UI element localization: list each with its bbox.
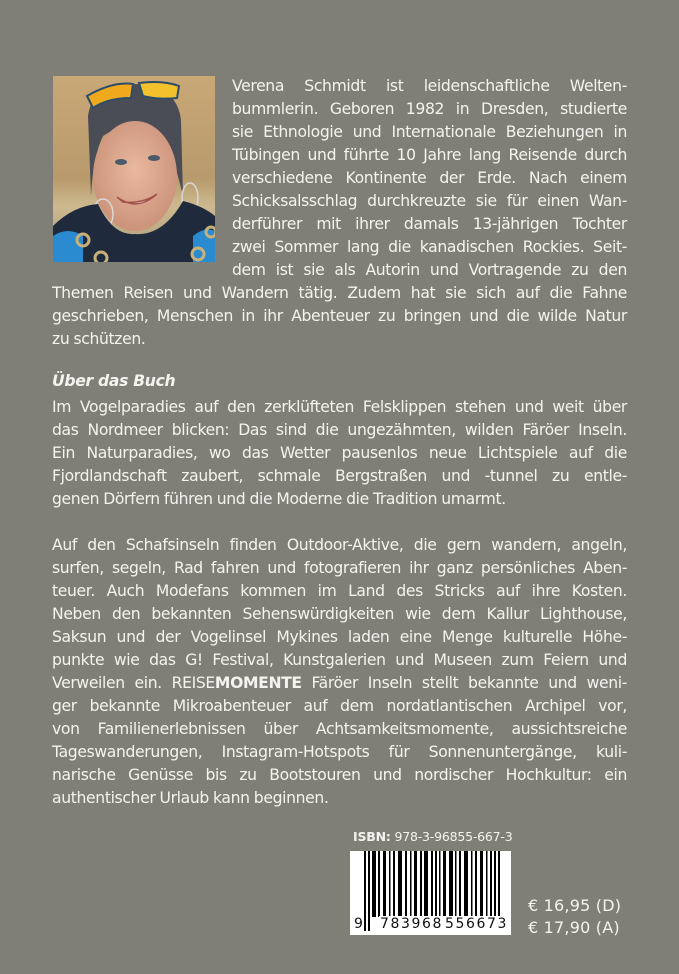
bio-line: Tübingen und führte 10 Jahre lang Reisende durch: [232, 146, 627, 164]
bio-line: Themen Reisen und Wandern tätig. Zudem hat sie sich auf die Fahne: [52, 284, 627, 302]
isbn-prefix: ISBN:: [353, 829, 391, 844]
brand-reise: REISE: [171, 674, 215, 692]
about-line: teuer. Auch Modefans kommen im Land des Stricks auf ihre Kosten.: [52, 582, 627, 600]
about-line: Neben den bekannten Sehenswürdigkeiten wie dem Kallur Lighthouse,: [52, 605, 627, 623]
about-line: Im Vogelparadies auf den zerklüfteten Felsklippen stehen und weit über: [52, 398, 627, 416]
about-line: genen Dörfern führen und die Moderne die Tradition umarmt.: [52, 490, 506, 508]
bio-line: bummlerin. Geboren 1982 in Dresden, studierte: [232, 100, 627, 118]
isbn-value: 978-3-96855-667-3: [394, 829, 513, 844]
brand-line-after: Färöer Inseln stellt bekannte und weni-: [301, 674, 628, 692]
bio-line: zwei Sommer lang die kanadischen Rockies. Seit-: [232, 238, 627, 256]
barcode-digit-first: 9: [354, 916, 363, 932]
about-brand-line: [52, 672, 627, 695]
author-photo: [53, 76, 215, 262]
bio-line: Schicksalsschlag durchkreuzte sie für einen Wan-: [232, 192, 627, 210]
isbn-barcode: [350, 851, 511, 935]
about-book-heading: Über das Buch: [52, 372, 176, 390]
bio-line: sie Ethnologie und Internationale Beziehungen in: [232, 123, 627, 141]
about-line: Tageswanderungen, Instagram-Hotspots für Sonnenuntergänge, kuli-: [52, 743, 627, 761]
about-line: punkte wie das G! Festival, Kunstgalerien und Museen zum Feiern und: [52, 651, 627, 669]
price-germany: € 16,95 (D): [528, 896, 622, 915]
barcode-digits-right: 556673: [445, 916, 509, 932]
about-line: Auf den Schafsinseln finden Outdoor-Aktive, die gern wandern, angeln,: [52, 536, 627, 554]
bio-line: dem ist sie als Autorin und Vortragende zu den: [232, 261, 627, 279]
about-line: Ein Naturparadies, wo das Wetter pausenlos neue Lichtspiele auf die: [52, 444, 627, 462]
isbn-label: [353, 829, 512, 844]
barcode-digits-left: 783968: [380, 916, 444, 932]
brand-line-before: Verweilen ein.: [52, 674, 172, 692]
about-line: surfen, segeln, Rad fahren und fotografieren ihr ganz persönliches Aben-: [52, 559, 627, 577]
brand-momente: MOMENTE: [214, 674, 302, 692]
bio-line: derführer mit ihrer damals 13-jährigen Tochter: [232, 215, 627, 233]
bio-line: zu schützen.: [52, 330, 146, 348]
author-portrait-icon: [53, 76, 215, 262]
barcode-digits: [350, 916, 511, 934]
about-line: das Nordmeer blicken: Das sind die ungezähmten, wilden Färöer Inseln.: [52, 421, 627, 439]
price-austria: € 17,90 (A): [528, 918, 620, 937]
bio-line: geschrieben, Menschen in ihr Abenteuer zu bringen und die wilde Natur: [52, 307, 627, 325]
about-line: von Familienerlebnissen über Achtsamkeitsmomente, aussichtsreiche: [52, 720, 627, 738]
bio-line: Verena Schmidt ist leidenschaftliche Welten-: [232, 77, 627, 95]
about-line: authentischer Urlaub kann beginnen.: [52, 789, 329, 807]
bio-line: verschiedene Kontinente der Erde. Nach einem: [232, 169, 627, 187]
about-line: narische Genüsse bis zu Bootstouren und nordischer Hochkultur: ein: [52, 766, 627, 784]
about-line: Saksun und der Vogelinsel Mykines laden eine Menge kulturelle Höhe-: [52, 628, 627, 646]
about-line: ger bekannte Mikroabenteuer auf dem nordatlantischen Archipel vor,: [52, 697, 627, 715]
about-line: Fjordlandschaft zaubert, schmale Bergstraßen und -tunnel zu entle-: [52, 467, 627, 485]
